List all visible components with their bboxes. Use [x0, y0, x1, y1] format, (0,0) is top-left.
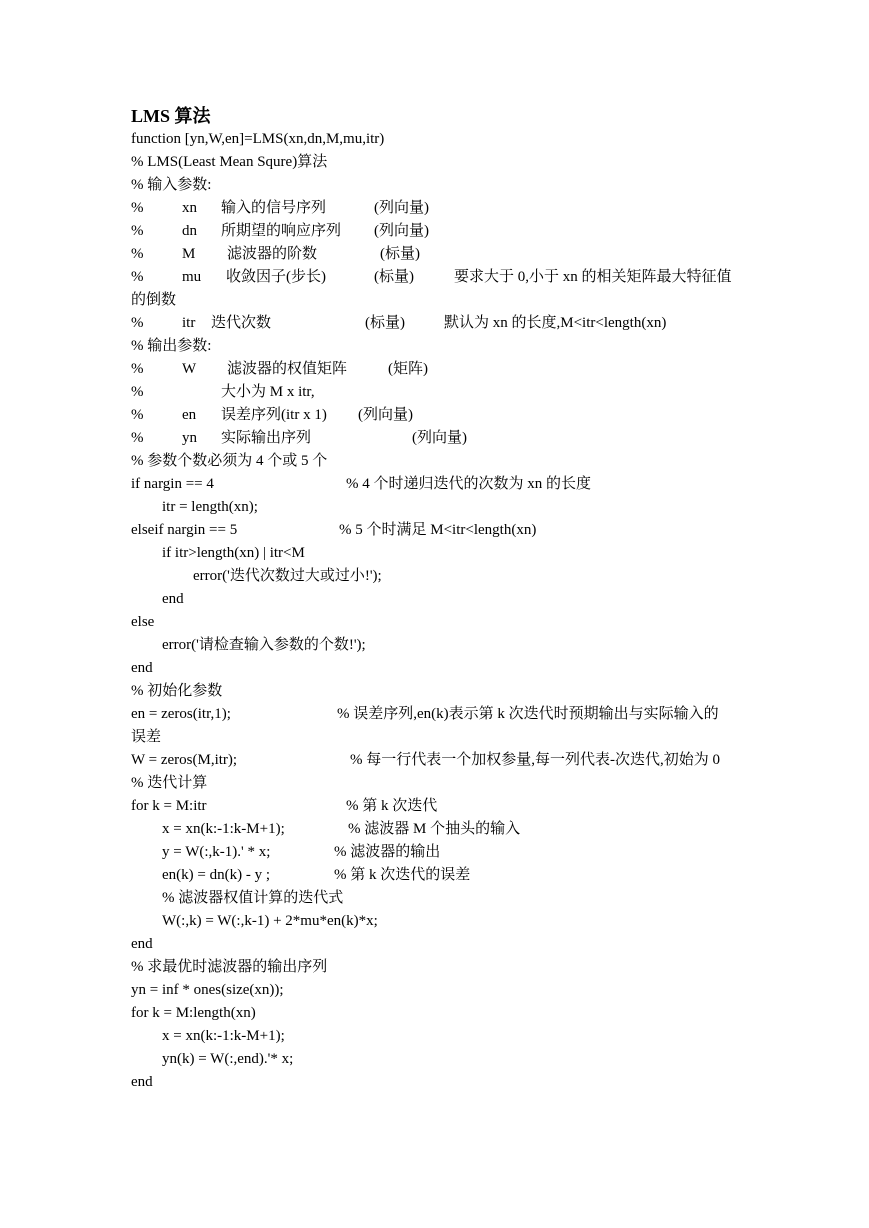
param-desc: 收敛因子(步长): [226, 269, 326, 285]
code-line: error('迭代次数过大或过小!');: [193, 568, 382, 584]
param-desc: 滤波器的权值矩阵: [227, 361, 348, 377]
param-type: (标量): [380, 246, 420, 262]
param-note: 要求大于 0,小于 xn 的相关矩阵最大特征值: [454, 269, 732, 285]
param-type: (列向量): [412, 430, 467, 446]
code-comment: % 每一行代表一个加权参量,每一列代表-次迭代,初始为 0: [350, 752, 720, 768]
code-comment: % 滤波器的输出: [334, 844, 441, 860]
code-comment: % 误差序列,en(k)表示第 k 次迭代时预期输出与实际输入的: [337, 706, 719, 722]
param-type: (矩阵): [388, 361, 428, 377]
comment-mark: %: [131, 200, 144, 216]
code-text: x = xn(k:-1:k-M+1);: [162, 821, 285, 837]
code-text: en = zeros(itr,1);: [131, 706, 231, 722]
comment-line: % 参数个数必须为 4 个或 5 个: [131, 453, 328, 469]
comment-line: % LMS(Least Mean Squre)算法: [131, 154, 328, 170]
param-name: yn: [182, 430, 197, 446]
comment-mark: %: [131, 315, 144, 331]
param-type: (标量): [374, 269, 414, 285]
comment-line: % 初始化参数: [131, 683, 223, 699]
code-text: elseif nargin == 5: [131, 522, 238, 538]
code-text: for k = M:itr: [131, 798, 207, 814]
code-comment: % 第 k 次迭代的误差: [334, 867, 471, 883]
code-line: end: [131, 1074, 153, 1090]
param-desc: 所期望的响应序列: [221, 223, 342, 239]
code-line: end: [131, 936, 153, 952]
param-name: itr: [182, 315, 196, 331]
comment-line: % 求最优时滤波器的输出序列: [131, 959, 328, 975]
param-desc: 滤波器的阶数: [227, 246, 318, 262]
code-line: error('请检查输入参数的个数!');: [162, 637, 366, 653]
comment-line: % 输出参数:: [131, 338, 212, 354]
comment-line: % 迭代计算: [131, 775, 208, 791]
param-desc: 实际输出序列: [221, 430, 312, 446]
param-desc: 迭代次数: [211, 315, 272, 331]
comment-mark: %: [131, 384, 144, 400]
code-line: function [yn,W,en]=LMS(xn,dn,M,mu,itr): [131, 131, 385, 147]
code-line: end: [131, 660, 153, 676]
code-line: else: [131, 614, 155, 630]
param-name: dn: [182, 223, 197, 239]
comment-line: % 输入参数:: [131, 177, 212, 193]
code-line: if itr>length(xn) | itr<M: [162, 545, 305, 561]
code-text: en(k) = dn(k) - y ;: [162, 867, 271, 883]
section-title: LMS 算法: [131, 106, 211, 126]
comment-line: % 滤波器权值计算的迭代式: [162, 890, 344, 906]
comment-mark: %: [131, 246, 144, 262]
code-line: yn(k) = W(:,end).'* x;: [162, 1051, 294, 1067]
param-desc: 误差序列(itr x 1): [221, 407, 327, 423]
code-comment: % 第 k 次迭代: [346, 798, 438, 814]
comment-mark: %: [131, 361, 144, 377]
param-type: (列向量): [358, 407, 413, 423]
code-line: end: [162, 591, 184, 607]
comment-line: 的倒数: [131, 292, 177, 308]
code-line: itr = length(xn);: [162, 499, 258, 515]
code-text: W = zeros(M,itr);: [131, 752, 238, 768]
param-desc: 输入的信号序列: [221, 200, 327, 216]
code-text: y = W(:,k-1).' * x;: [162, 844, 271, 860]
comment-mark: %: [131, 430, 144, 446]
param-name: M: [182, 246, 196, 262]
code-line: for k = M:length(xn): [131, 1005, 256, 1021]
code-comment: % 滤波器 M 个抽头的输入: [348, 821, 521, 837]
code-comment: % 5 个时满足 M<itr<length(xn): [339, 522, 537, 538]
code-text: if nargin == 4: [131, 476, 214, 492]
code-line: x = xn(k:-1:k-M+1);: [162, 1028, 285, 1044]
param-type: (标量): [365, 315, 405, 331]
param-type: (列向量): [374, 223, 429, 239]
param-note: 默认为 xn 的长度,M<itr<length(xn): [444, 315, 667, 331]
param-name: en: [182, 407, 197, 423]
code-line: W(:,k) = W(:,k-1) + 2*mu*en(k)*x;: [162, 913, 378, 929]
code-comment: % 4 个时递归迭代的次数为 xn 的长度: [346, 476, 591, 492]
param-type: (列向量): [374, 200, 429, 216]
comment-mark: %: [131, 407, 144, 423]
param-name: W: [182, 361, 197, 377]
comment-mark: %: [131, 269, 144, 285]
code-line: yn = inf * ones(size(xn));: [131, 982, 284, 998]
param-name: xn: [182, 200, 197, 216]
param-name: mu: [182, 269, 202, 285]
comment-mark: %: [131, 223, 144, 239]
param-desc: 大小为 M x itr,: [221, 384, 315, 400]
comment-line: 误差: [131, 729, 162, 745]
